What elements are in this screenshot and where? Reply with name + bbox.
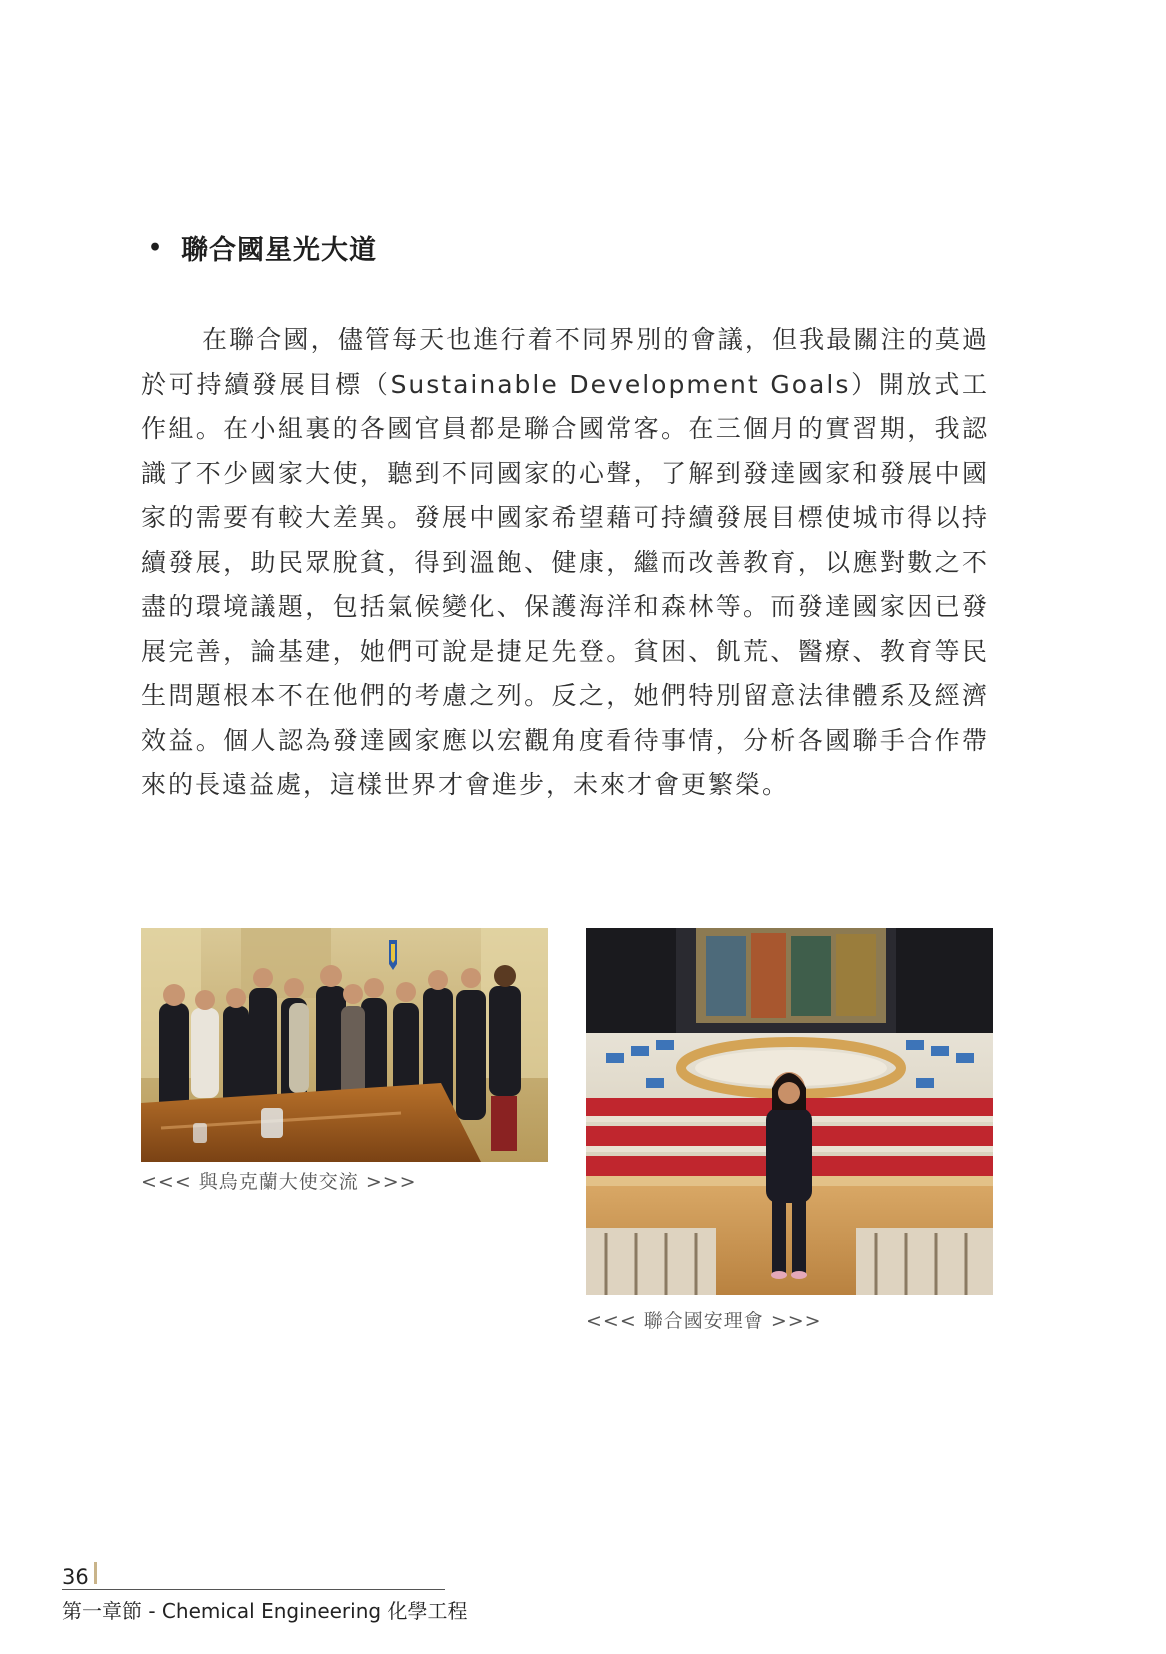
footer-divider xyxy=(62,1589,445,1590)
section-heading xyxy=(148,228,377,267)
photo-security-council xyxy=(586,928,993,1295)
security-council-image xyxy=(586,928,993,1295)
caption-security-council: <<< 聯合國安理會 >>> xyxy=(586,1310,822,1332)
body-text xyxy=(141,318,989,808)
photo-ukraine-ambassador xyxy=(141,928,548,1162)
body-paragraph: 在聯合國，儘管每天也進行着不同界別的會議，但我最關注的莫過於可持續發展目標（Sustainable Development Goals）開放式工作組。在小組裏的各國官員都是聯合國常客。在三個月的實習期，我認識了不少國家大使，聽到不同國家的心聲，了解到發達國家和發展中國家的需要有較大差異。發展中國家希望藉可持續發展目標使城市得以持續發展，助民眾脫貧，得到溫飽、健康，繼而改善教育，以應對數之不盡的環境議題，包括氣候變化、保護海洋和森林等。而發達國家因已發展完善，論基建，她們可說是捷足先登。貧困、飢荒、醫療、教育等民生問題根本不在他們的考慮之列。反之，她們特別留意法律體系及經濟效益。個人認為發達國家應以宏觀角度看待事情，分析各國聯手合作帶來的長遠益處，這樣世界才會進步，未來才會更繁榮。 xyxy=(141,325,989,799)
bullet-icon: • xyxy=(148,234,164,261)
caption-ukraine-ambassador: <<< 與烏克蘭大使交流 >>> xyxy=(141,1171,417,1193)
page-number-accent-mark xyxy=(94,1562,97,1584)
page-number: 36 xyxy=(62,1565,89,1589)
group-photo-image xyxy=(141,928,548,1162)
footer-chapter-title: 第一章節 - Chemical Engineering 化學工程 xyxy=(62,1599,468,1623)
section-title: 聯合國星光大道 xyxy=(181,235,378,266)
